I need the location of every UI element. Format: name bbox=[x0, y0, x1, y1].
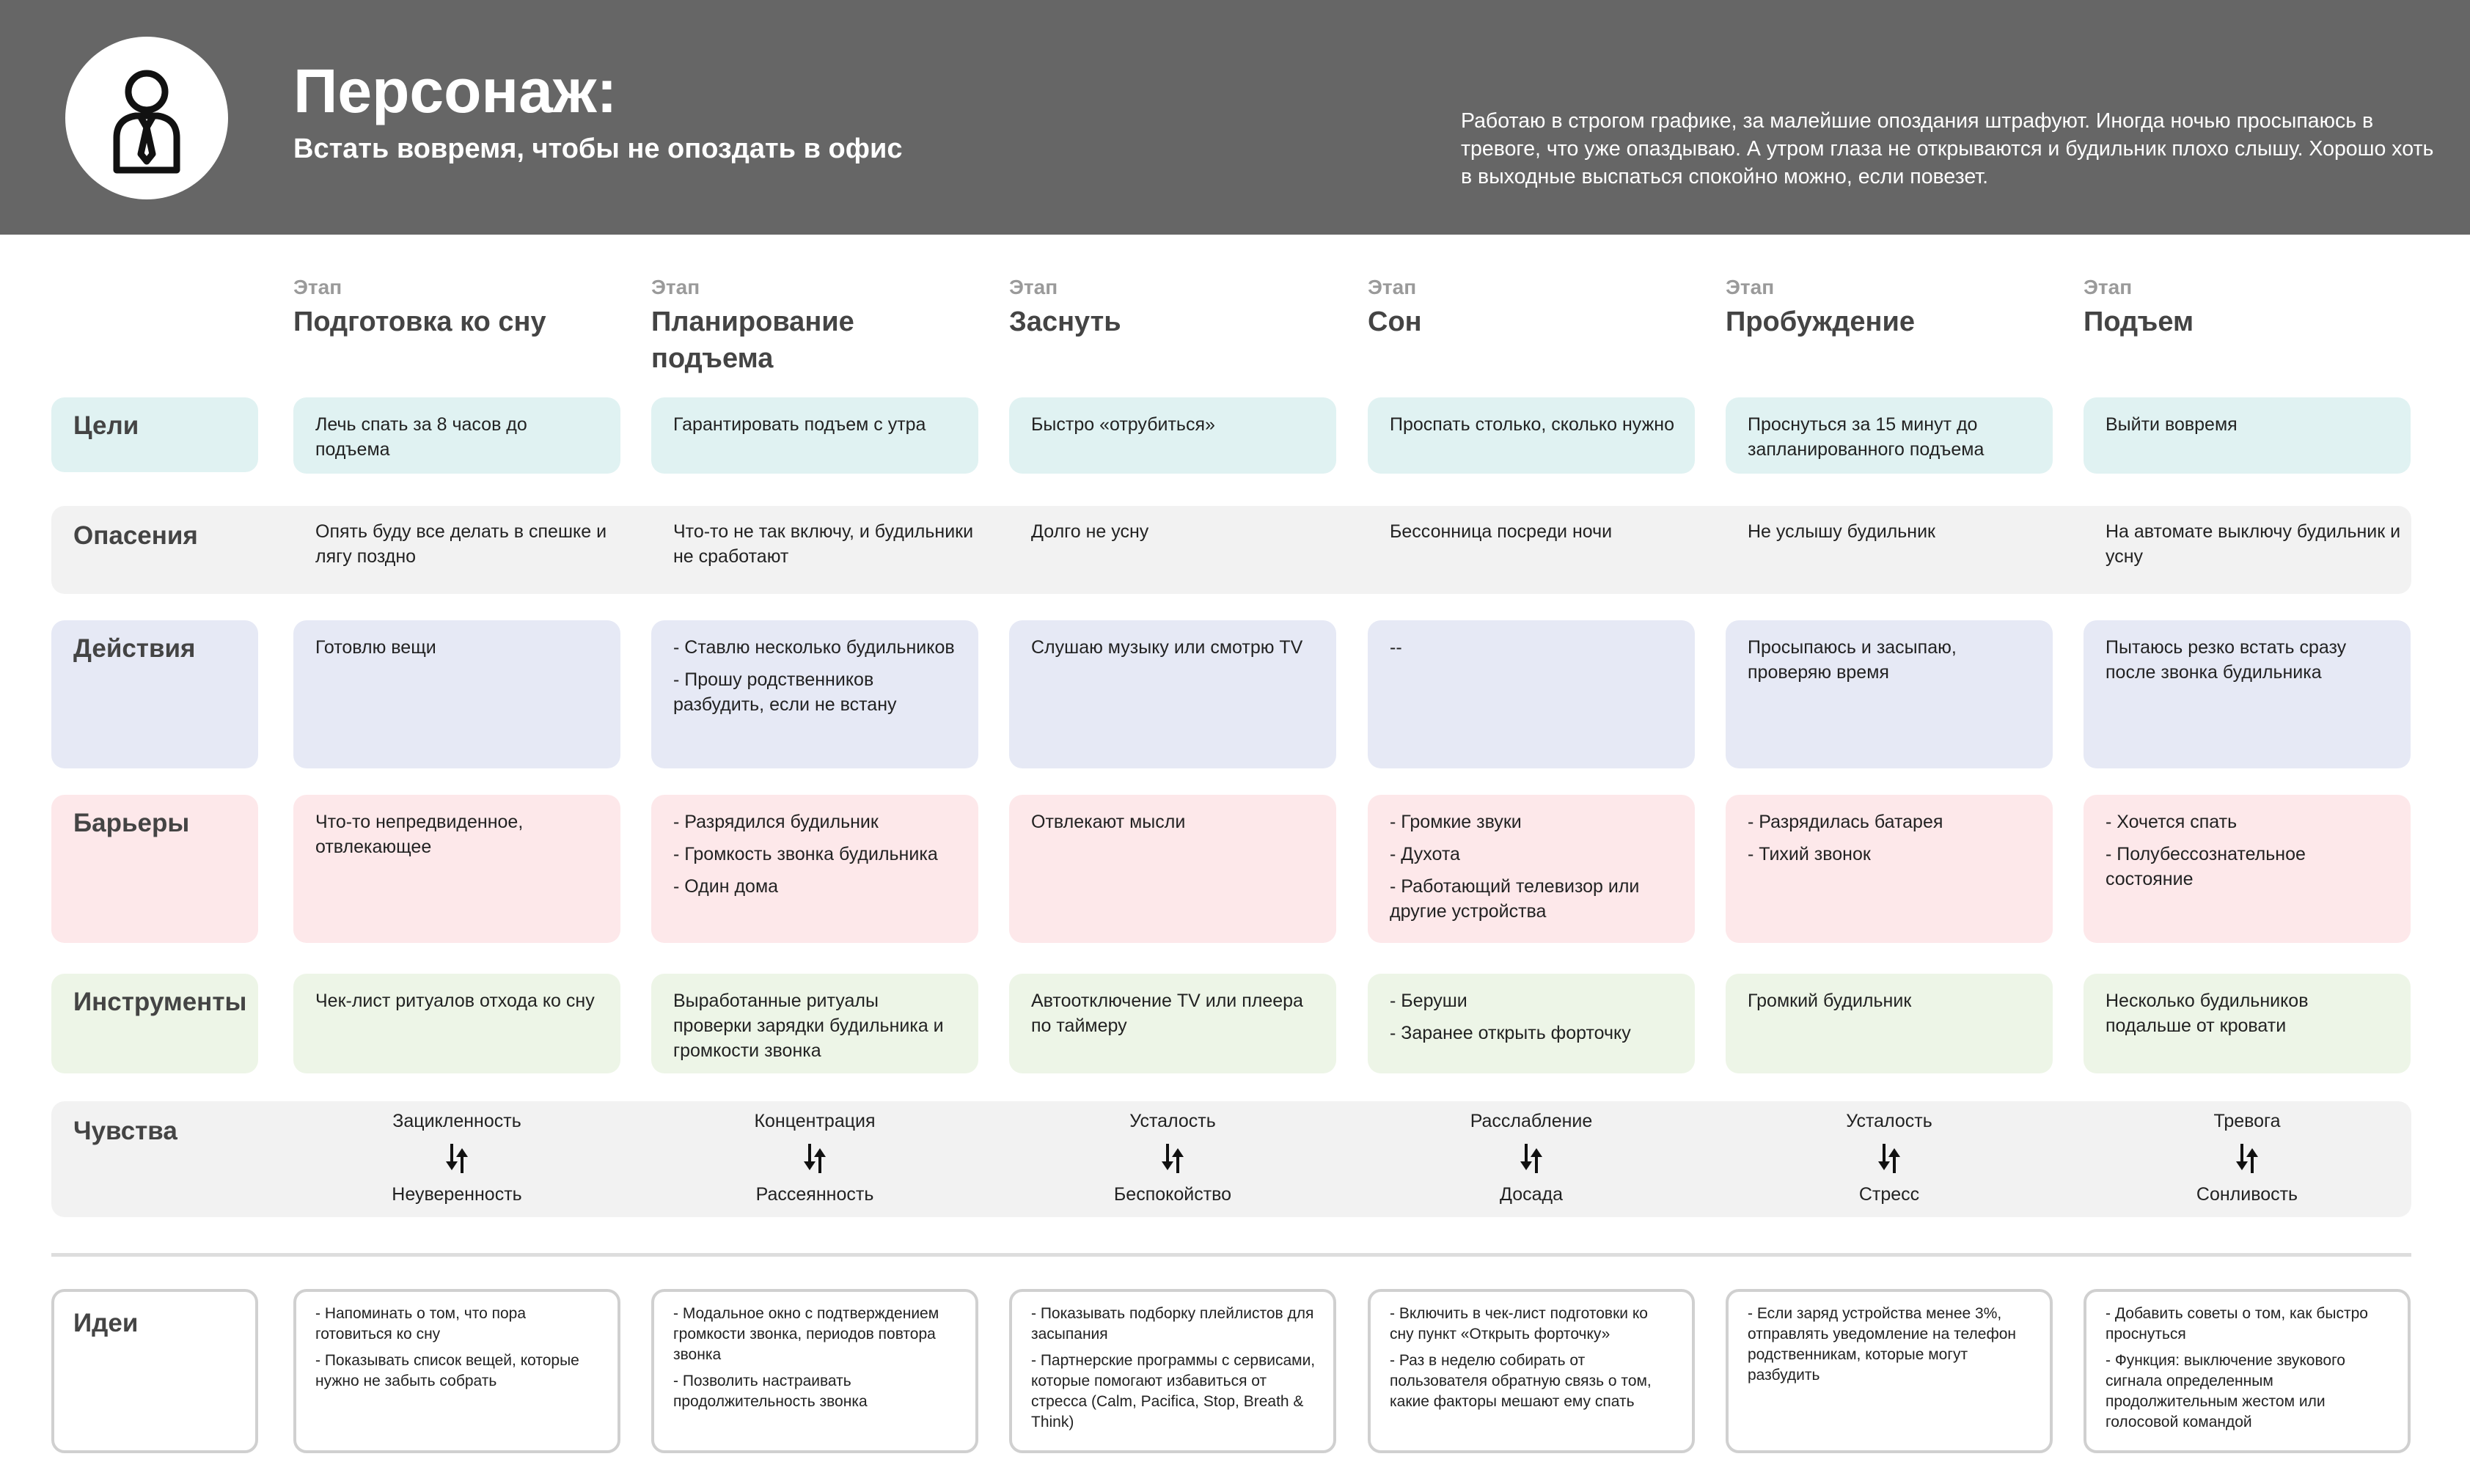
barrier-card bbox=[1726, 795, 2053, 943]
card-text: Выработанные ритуалы проверки зарядки будильника и громкости звонка bbox=[673, 991, 944, 1061]
swap-vertical-arrows-icon bbox=[1009, 1141, 1336, 1178]
card-text: Автоотключение TV или плеера по таймеру bbox=[1031, 991, 1303, 1036]
card-text: - Модальное окно с подтверждением громкости звонка, периодов повтора звонка bbox=[673, 1305, 939, 1363]
stage-label: Этап bbox=[1009, 276, 1058, 298]
feeling-top: Усталость bbox=[1846, 1111, 1932, 1131]
card-text: Проспать столько, сколько нужно bbox=[1390, 414, 1675, 435]
card-text: - Если заряд устройства менее 3%, отправлять уведомление на телефон родственникам, которые могут разбудить bbox=[1748, 1305, 2017, 1384]
card-text: - Один дома bbox=[673, 876, 779, 897]
goal-card bbox=[1726, 397, 2053, 474]
stage-column-header bbox=[2084, 273, 2406, 340]
card-text: Готовлю вещи bbox=[315, 637, 436, 658]
card-text: Быстро «отрубиться» bbox=[1031, 414, 1215, 435]
stage-column-header bbox=[651, 273, 886, 377]
feeling-bottom: Досада bbox=[1499, 1184, 1563, 1205]
card-text: - Ставлю несколько будильников bbox=[673, 637, 955, 658]
card-text: Лечь спать за 8 часов до подъема bbox=[315, 414, 527, 460]
feeling-bottom: Беспокойство bbox=[1113, 1184, 1232, 1205]
avatar bbox=[65, 37, 228, 199]
swap-vertical-arrows-icon bbox=[1726, 1141, 2053, 1178]
card-text: - Функция: выключение звукового сигнала определенным продолжительным жестом или голосовой командой bbox=[2106, 1352, 2345, 1430]
goal-card bbox=[2084, 397, 2411, 474]
stage-title: Сон bbox=[1368, 306, 1422, 337]
feeling-top: Концентрация bbox=[754, 1111, 876, 1131]
stage-title: Подготовка ко сну bbox=[293, 306, 546, 337]
card-text: - Полубессознательное состояние bbox=[2106, 844, 2306, 889]
row-label-actions: Действия bbox=[51, 620, 258, 768]
card-text: Проснуться за 15 минут до запланированного подъема bbox=[1748, 414, 1985, 460]
card-text: - Заранее открыть форточку bbox=[1390, 1023, 1631, 1043]
card-text: - Разрядился будильник bbox=[673, 812, 879, 832]
card-text: Слушаю музыку или смотрю TV bbox=[1031, 637, 1303, 658]
fear-text: Что-то не так включу, и будильники не сработают bbox=[673, 521, 974, 567]
stage-column-header bbox=[1009, 273, 1332, 340]
feeling-bottom: Рассеянность bbox=[755, 1184, 874, 1205]
card-text: Пытаюсь резко встать сразу после звонка будильника bbox=[2106, 637, 2347, 683]
fear-text: Долго не усну bbox=[1031, 521, 1149, 542]
row-label-ideas: Идеи bbox=[51, 1289, 258, 1453]
card-text: Несколько будильников подальше от кровати bbox=[2106, 991, 2309, 1036]
card-text: - Тихий звонок bbox=[1748, 844, 1871, 864]
goal-card bbox=[651, 397, 978, 474]
feeling-bottom: Неуверенность bbox=[392, 1184, 522, 1205]
card-text: - Показывать подборку плейлистов для засыпания bbox=[1031, 1305, 1314, 1342]
card-text: Что-то непредвиденное, отвлекающее bbox=[315, 812, 524, 857]
card-text: - Беруши bbox=[1390, 991, 1467, 1011]
card-text: - Добавить советы о том, как быстро проснуться bbox=[2106, 1305, 2368, 1342]
feeling-top: Расслабление bbox=[1470, 1111, 1593, 1131]
card-text: Просыпаюсь и засыпаю, проверяю время bbox=[1748, 637, 1957, 683]
feeling-top: Зацикленность bbox=[392, 1111, 521, 1131]
fear-text: Бессонница посреди ночи bbox=[1390, 521, 1613, 542]
idea-card bbox=[1726, 1289, 2053, 1453]
stage-column-header bbox=[293, 273, 616, 340]
barrier-card bbox=[293, 795, 620, 943]
row-label-barriers: Барьеры bbox=[51, 795, 258, 943]
row-label-goals: Цели bbox=[51, 397, 258, 472]
idea-card bbox=[2084, 1289, 2411, 1453]
tool-card bbox=[1368, 974, 1695, 1073]
card-text: - Работающий телевизор или другие устройства bbox=[1390, 876, 1640, 922]
fear-text: На автомате выключу будильник и усну bbox=[2106, 521, 2401, 567]
stage-title: Планирование подъема bbox=[651, 306, 854, 374]
stage-column-header bbox=[1368, 273, 1690, 340]
tool-card bbox=[651, 974, 978, 1073]
row-label-fears: Опасения bbox=[73, 521, 198, 550]
feeling-bottom: Стресс bbox=[1858, 1184, 1920, 1205]
barrier-card bbox=[651, 795, 978, 943]
action-card bbox=[293, 620, 620, 768]
swap-vertical-arrows-icon bbox=[651, 1141, 978, 1178]
barrier-card bbox=[1368, 795, 1695, 943]
stage-label: Этап bbox=[651, 276, 700, 298]
card-text: -- bbox=[1390, 637, 1402, 658]
card-text: - Духота bbox=[1390, 844, 1460, 864]
feeling-top: Тревога bbox=[2213, 1111, 2281, 1131]
action-card bbox=[1368, 620, 1695, 768]
swap-vertical-arrows-icon bbox=[293, 1141, 620, 1178]
stage-label: Этап bbox=[293, 276, 342, 298]
fear-text: Не услышу будильник bbox=[1748, 521, 1935, 542]
tool-card bbox=[293, 974, 620, 1073]
section-divider bbox=[51, 1253, 2411, 1257]
card-text: - Включить в чек-лист подготовки ко сну пункт «Открыть форточку» bbox=[1390, 1305, 1648, 1342]
stage-title: Заснуть bbox=[1009, 306, 1121, 337]
action-card bbox=[2084, 620, 2411, 768]
stage-label: Этап bbox=[1368, 276, 1417, 298]
idea-card bbox=[1368, 1289, 1695, 1453]
barrier-card bbox=[2084, 795, 2411, 943]
card-text: Громкий будильник bbox=[1748, 991, 1912, 1011]
card-text: - Показывать список вещей, которые нужно не забыть собрать bbox=[315, 1352, 579, 1389]
card-text: - Партнерские программы с сервисами, которые помогают избавиться от стресса (Calm, Pacifica, Stop, Breath & Think) bbox=[1031, 1352, 1316, 1430]
barrier-card bbox=[1009, 795, 1336, 943]
idea-card bbox=[651, 1289, 978, 1453]
stage-title: Пробуждение bbox=[1726, 306, 1915, 337]
card-text: Гарантировать подъем с утра bbox=[673, 414, 926, 435]
swap-vertical-arrows-icon bbox=[2084, 1141, 2411, 1178]
card-text: - Громкость звонка будильника bbox=[673, 844, 938, 864]
idea-card bbox=[1009, 1289, 1336, 1453]
action-card bbox=[1009, 620, 1336, 768]
stage-column-header bbox=[1726, 273, 2048, 340]
feeling-bottom: Сонливость bbox=[2196, 1184, 2298, 1205]
card-text: - Позволить настраивать продолжительность звонка bbox=[673, 1373, 868, 1410]
page-title: Персонаж: bbox=[293, 56, 618, 125]
card-text: Выйти вовремя bbox=[2106, 414, 2238, 435]
goal-card bbox=[1009, 397, 1336, 474]
stage-label: Этап bbox=[2084, 276, 2133, 298]
idea-card bbox=[293, 1289, 620, 1453]
card-text: - Прошу родственников разбудить, если не встану bbox=[673, 669, 897, 715]
card-text: - Напоминать о том, что пора готовиться ко сну bbox=[315, 1305, 527, 1342]
persona-description: Работаю в строгом графике, за малейшие опоздания штрафуют. Иногда ночью просыпаюсь в тревоге, что уже опаздываю. А утром глаза не открываются и будильник плохо слышу. Хорошо хоть в выходные выспаться спокойно можно, если повезет. bbox=[1461, 109, 2434, 188]
tool-card bbox=[1726, 974, 2053, 1073]
stage-title: Подъем bbox=[2084, 306, 2194, 337]
swap-vertical-arrows-icon bbox=[1368, 1141, 1695, 1178]
tool-card bbox=[1009, 974, 1336, 1073]
persona-goal: Встать вовремя, чтобы не опоздать в офис bbox=[293, 133, 903, 164]
card-text: - Раз в неделю собирать от пользователя обратную связь о том, какие факторы мешают ему спать bbox=[1390, 1352, 1652, 1410]
card-text: - Разрядилась батарея bbox=[1748, 812, 1943, 832]
goal-card bbox=[1368, 397, 1695, 474]
goal-card bbox=[293, 397, 620, 474]
card-text: - Громкие звуки bbox=[1390, 812, 1522, 832]
tool-card bbox=[2084, 974, 2411, 1073]
feeling-top: Усталость bbox=[1129, 1111, 1216, 1131]
row-label-tools: Инструменты bbox=[51, 974, 258, 1073]
card-text: Чек-лист ритуалов отхода ко сну bbox=[315, 991, 595, 1011]
row-label-feelings: Чувства bbox=[73, 1117, 177, 1145]
persona-header bbox=[0, 0, 2470, 235]
action-card bbox=[651, 620, 978, 768]
action-card bbox=[1726, 620, 2053, 768]
stage-label: Этап bbox=[1726, 276, 1775, 298]
fear-text: Опять буду все делать в спешке и лягу поздно bbox=[315, 521, 607, 567]
person-tie-icon bbox=[65, 37, 228, 199]
card-text: Отвлекают мысли bbox=[1031, 812, 1186, 832]
card-text: - Хочется спать bbox=[2106, 812, 2238, 832]
